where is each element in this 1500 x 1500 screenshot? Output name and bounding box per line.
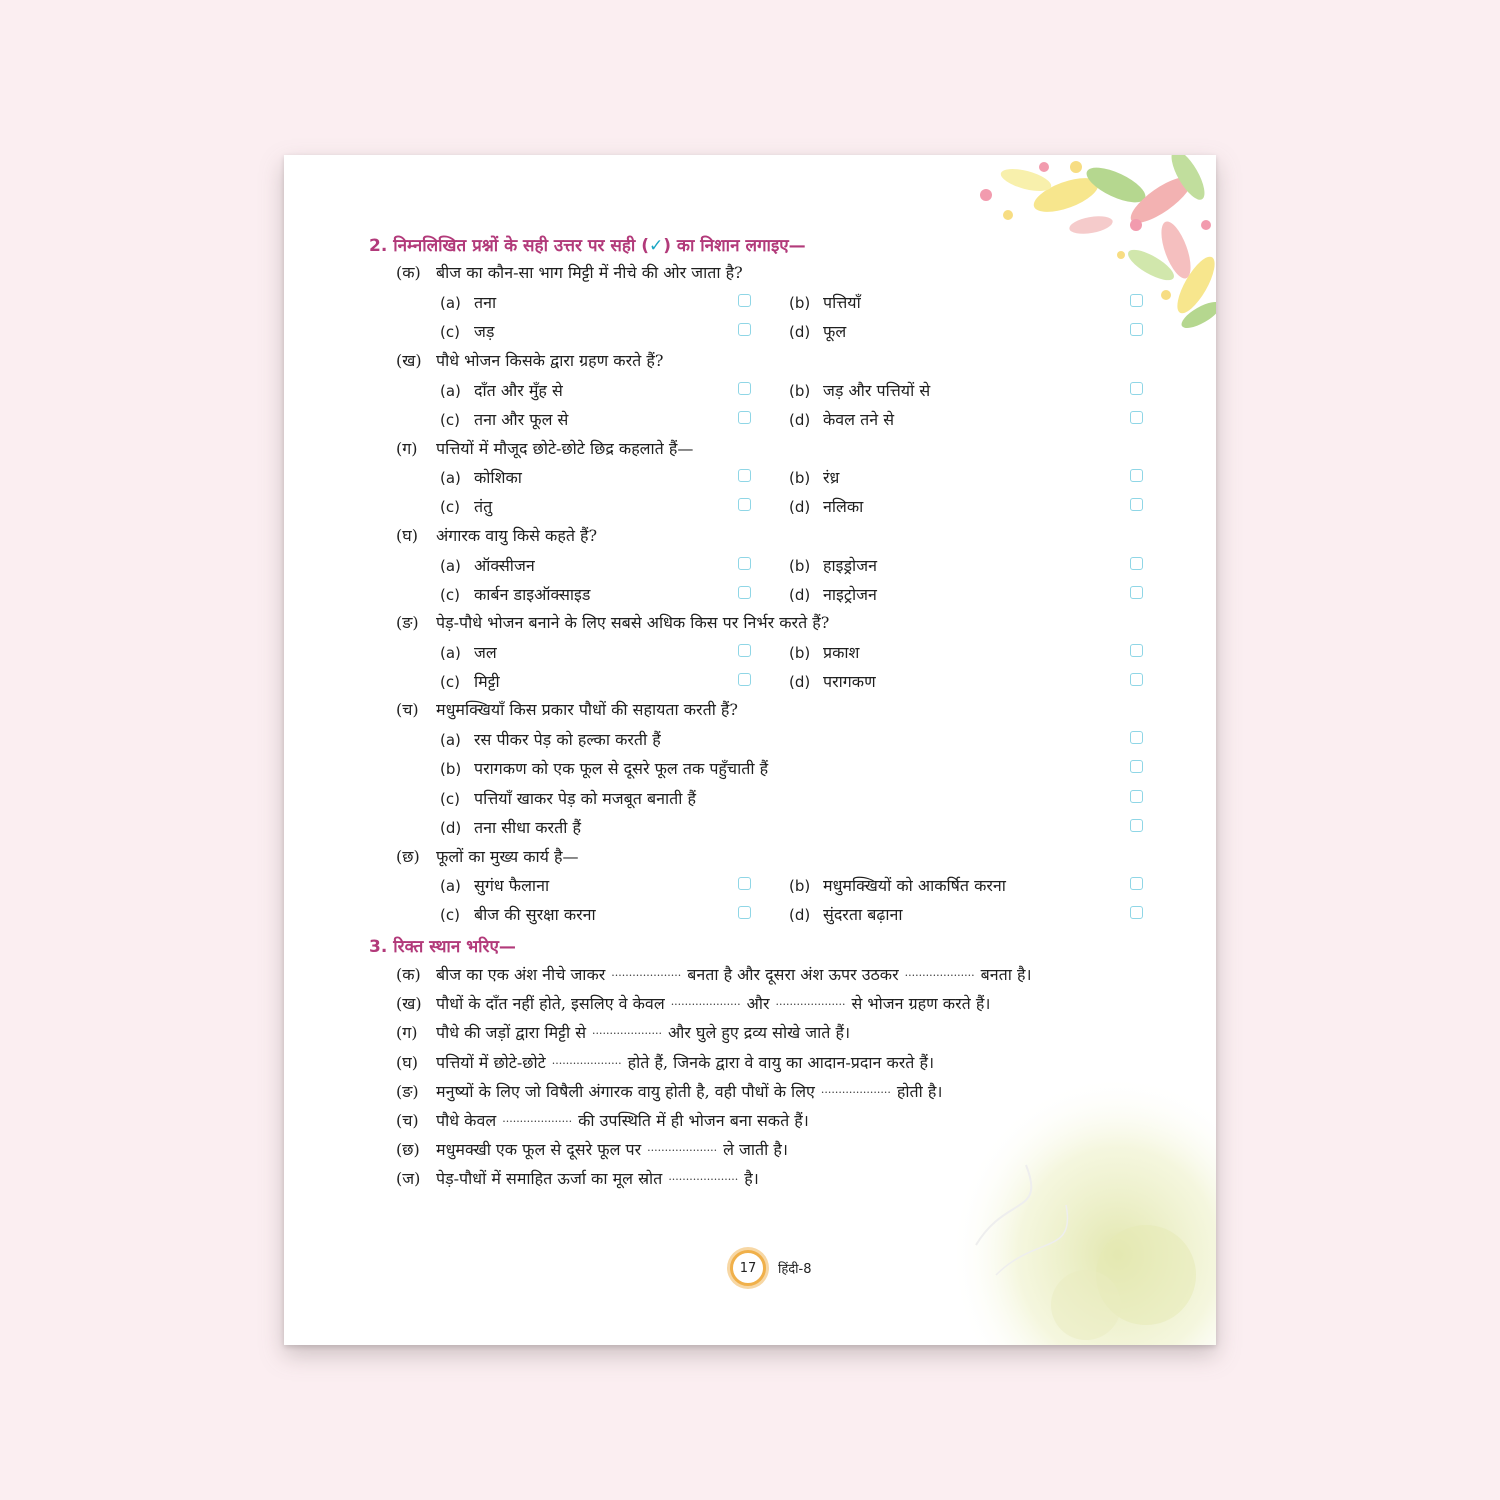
option (440, 320, 494, 342)
fill-blank-item (396, 1167, 759, 1189)
question-marker: (ख) (396, 351, 422, 370)
option-text: जड़ और पत्तियों से (823, 381, 931, 400)
item-text: बीज का एक अंश नीचे जाकर (436, 965, 606, 984)
answer-checkbox[interactable] (738, 498, 751, 511)
option-text: परागकण को एक फूल से दूसरे फूल तक पहुँचाती हैं (474, 759, 769, 778)
question-text: पौधे भोजन किसके द्वारा ग्रहण करते हैं? (436, 351, 664, 370)
option (440, 874, 549, 896)
option (440, 903, 596, 925)
answer-checkbox[interactable] (738, 294, 751, 307)
option-label: (a) (440, 382, 461, 400)
option-text: तना सीधा करती हैं (474, 818, 581, 837)
fill-blank-item (396, 992, 990, 1014)
option (789, 408, 894, 430)
option (789, 874, 1006, 896)
option-text: नाइट्रोजन (823, 585, 877, 604)
item-text: ले जाती है। (723, 1140, 788, 1159)
question-marker: (क) (396, 263, 421, 282)
page-number-badge (730, 1250, 766, 1286)
option-label: (d) (789, 906, 811, 924)
item-text: है। (744, 1169, 759, 1188)
option (440, 816, 581, 838)
option-text: बीज की सुरक्षा करना (474, 905, 596, 924)
answer-checkbox[interactable] (738, 411, 751, 424)
option-label: (d) (789, 498, 811, 516)
blank-space[interactable]: ···················· (670, 998, 741, 1011)
answer-checkbox[interactable] (738, 673, 751, 686)
fill-blank-item (396, 1109, 809, 1131)
item-marker: (घ) (396, 1053, 418, 1072)
question-text: पेड़-पौधे भोजन बनाने के लिए सबसे अधिक किस पर निर्भर करते हैं? (436, 613, 830, 632)
option (440, 291, 496, 313)
answer-checkbox[interactable] (738, 644, 751, 657)
option (789, 291, 861, 313)
option-label: (d) (789, 323, 811, 341)
option-label: (d) (789, 673, 811, 691)
option-label: (b) (789, 557, 811, 575)
option-text: जड़ (474, 322, 495, 341)
blank-space[interactable]: ···················· (502, 1115, 573, 1128)
option (440, 495, 492, 517)
item-marker: (ङ) (396, 1082, 419, 1101)
answer-checkbox[interactable] (1130, 382, 1143, 395)
option-label: (d) (789, 586, 811, 604)
option-label: (b) (789, 644, 811, 662)
option-text: हाइड्रोजन (823, 556, 877, 575)
option-text: मधुमक्खियों को आकर्षित करना (823, 876, 1006, 895)
option-label: (c) (440, 411, 460, 429)
mcq-question (396, 611, 829, 633)
blank-space[interactable]: ···················· (820, 1086, 891, 1099)
check-mark-icon: ✓ (648, 236, 664, 256)
option-label: (a) (440, 731, 461, 749)
option (440, 641, 497, 663)
item-text: बनता है और दूसरा अंश ऊपर उठकर (687, 965, 899, 984)
option-label: (b) (789, 469, 811, 487)
mcq-question (396, 845, 579, 867)
question-marker: (च) (396, 700, 419, 719)
option (440, 466, 522, 488)
section-2-title-before: निम्नलिखित प्रश्नों के सही उत्तर पर सही ( (393, 236, 649, 256)
option (789, 903, 903, 925)
option-text: मिट्टी (474, 672, 500, 691)
option (440, 554, 535, 576)
option-label: (c) (440, 906, 460, 924)
option-text: परागकण (823, 672, 876, 691)
answer-checkbox[interactable] (1130, 673, 1143, 686)
answer-checkbox[interactable] (1130, 760, 1143, 773)
item-marker: (क) (396, 965, 421, 984)
option-label: (b) (789, 294, 811, 312)
answer-checkbox[interactable] (738, 906, 751, 919)
page-number: 17 (739, 1260, 757, 1276)
answer-checkbox[interactable] (1130, 557, 1143, 570)
option (789, 379, 930, 401)
question-text: पत्तियों में मौजूद छोटे-छोटे छिद्र कहलाते हैं— (436, 439, 694, 458)
option-text: ऑक्सीजन (474, 556, 535, 575)
book-title: हिंदी-8 (778, 1262, 812, 1277)
mcq-question (396, 437, 693, 459)
question-text: फूलों का मुख्य कार्य है— (436, 847, 579, 866)
option-label: (c) (440, 498, 460, 516)
item-marker: (ग) (396, 1023, 418, 1042)
option-text: केवल तने से (823, 410, 895, 429)
fill-blank-item (396, 1021, 850, 1043)
answer-checkbox[interactable] (1130, 819, 1143, 832)
section-2-title-after: ) का निशान लगाइए— (663, 236, 806, 256)
option-label: (c) (440, 323, 460, 341)
item-text: होती है। (896, 1082, 943, 1101)
option (789, 670, 876, 692)
item-text: मनुष्यों के लिए जो विषैली अंगारक वायु होती है, वही पौधों के लिए (436, 1082, 815, 1101)
answer-checkbox[interactable] (738, 323, 751, 336)
floral-decoration (926, 155, 1216, 335)
option-text: पत्तियाँ (823, 293, 861, 312)
question-text: बीज का कौन-सा भाग मिट्टी में नीचे की ओर जाता है? (436, 263, 743, 282)
answer-checkbox[interactable] (738, 557, 751, 570)
question-text: अंगारक वायु किसे कहते हैं? (436, 526, 598, 545)
option-text: जल (474, 643, 497, 662)
item-marker: (च) (396, 1111, 419, 1130)
option-text: रस पीकर पेड़ को हल्का करती हैं (474, 730, 661, 749)
mcq-question (396, 349, 663, 371)
option-label: (a) (440, 644, 461, 662)
item-text: बनता है। (980, 965, 1032, 984)
item-text: होते हैं, जिनके द्वारा वे वायु का आदान-प्रदान करते हैं। (627, 1053, 935, 1072)
blank-space[interactable]: ···················· (611, 969, 682, 982)
option-label: (b) (440, 760, 462, 778)
option-label: (c) (440, 790, 460, 808)
option-label: (a) (440, 294, 461, 312)
item-text: और घुले हुए द्रव्य सोखे जाते हैं। (667, 1023, 851, 1042)
option-label: (a) (440, 877, 461, 895)
mcq-question (396, 698, 738, 720)
mcq-question (396, 261, 743, 283)
option-text: प्रकाश (823, 643, 860, 662)
section-3-number: 3. (369, 937, 388, 957)
item-text: पौधे की जड़ों द्वारा मिट्टी से (436, 1023, 587, 1042)
option-text: तना और फूल से (474, 410, 569, 429)
option-label: (a) (440, 469, 461, 487)
answer-checkbox[interactable] (738, 586, 751, 599)
option-label: (b) (789, 877, 811, 895)
option (440, 670, 500, 692)
worksheet-page (284, 155, 1216, 1345)
section-2-number: 2. (369, 236, 388, 256)
option (789, 466, 839, 488)
option-text: कार्बन डाइऑक्साइड (474, 585, 591, 604)
fill-blank-item (396, 1138, 788, 1160)
option-text: रंध्र (823, 468, 840, 487)
option (440, 787, 696, 809)
question-marker: (ग) (396, 439, 418, 458)
question-marker: (ङ) (396, 613, 419, 632)
option-text: पत्तियाँ खाकर पेड़ को मजबूत बनाती हैं (474, 789, 696, 808)
question-marker: (छ) (396, 847, 420, 866)
answer-checkbox[interactable] (1130, 498, 1143, 511)
item-text: मधुमक्खी एक फूल से दूसरे फूल पर (436, 1140, 642, 1159)
option (789, 320, 846, 342)
question-text: मधुमक्खियाँ किस प्रकार पौधों की सहायता करती हैं? (436, 700, 739, 719)
blank-space[interactable]: ···················· (551, 1057, 622, 1070)
answer-checkbox[interactable] (1130, 586, 1143, 599)
item-text: पौधों के दाँत नहीं होते, इसलिए वे केवल (436, 994, 665, 1013)
option (789, 641, 859, 663)
answer-checkbox[interactable] (1130, 469, 1143, 482)
option-text: तना (474, 293, 497, 312)
fill-blank-item (396, 1080, 942, 1102)
answer-checkbox[interactable] (1130, 644, 1143, 657)
option-text: सुगंध फैलाना (474, 876, 550, 895)
answer-checkbox[interactable] (1130, 411, 1143, 424)
section-2-heading (369, 233, 806, 256)
answer-checkbox[interactable] (1130, 731, 1143, 744)
option (440, 583, 590, 605)
answer-checkbox[interactable] (738, 382, 751, 395)
option-text: फूल (823, 322, 847, 341)
item-text: की उपस्थिति में ही भोजन बना सकते हैं। (578, 1111, 809, 1130)
option (440, 379, 563, 401)
item-marker: (ख) (396, 994, 422, 1013)
answer-checkbox[interactable] (738, 877, 751, 890)
answer-checkbox[interactable] (738, 469, 751, 482)
answer-checkbox[interactable] (1130, 790, 1143, 803)
option-text: दाँत और मुँह से (474, 381, 563, 400)
answer-checkbox[interactable] (1130, 323, 1143, 336)
fill-blank-item (396, 963, 1032, 985)
blank-space[interactable]: ···················· (775, 998, 846, 1011)
blank-space[interactable]: ···················· (904, 969, 975, 982)
item-text: पौधे केवल (436, 1111, 497, 1130)
section-3-heading (369, 934, 516, 957)
fill-blank-item (396, 1051, 934, 1073)
answer-checkbox[interactable] (1130, 906, 1143, 919)
answer-checkbox[interactable] (1130, 877, 1143, 890)
option-label: (c) (440, 586, 460, 604)
option-label: (c) (440, 673, 460, 691)
option (440, 728, 661, 750)
option-text: कोशिका (474, 468, 522, 487)
blank-space[interactable]: ···················· (592, 1027, 662, 1040)
option (789, 554, 877, 576)
item-marker: (छ) (396, 1140, 420, 1159)
blank-space[interactable]: ···················· (668, 1173, 739, 1186)
section-3-title: रिक्त स्थान भरिए— (393, 937, 516, 957)
item-text: और (746, 994, 770, 1013)
option-label: (d) (440, 819, 462, 837)
option-label: (d) (789, 411, 811, 429)
option (440, 757, 768, 779)
item-text: पत्तियों में छोटे-छोटे (436, 1053, 546, 1072)
blank-space[interactable]: ···················· (647, 1144, 718, 1157)
option-text: सुंदरता बढ़ाना (823, 905, 903, 924)
option (440, 408, 568, 430)
watercolor-wash (936, 1045, 1216, 1345)
option-text: नलिका (823, 497, 864, 516)
option-label: (b) (789, 382, 811, 400)
option (789, 583, 877, 605)
item-text: से भोजन ग्रहण करते हैं। (851, 994, 991, 1013)
item-marker: (ज) (396, 1169, 421, 1188)
question-marker: (घ) (396, 526, 418, 545)
answer-checkbox[interactable] (1130, 294, 1143, 307)
mcq-question (396, 524, 597, 546)
option (789, 495, 863, 517)
option-label: (a) (440, 557, 461, 575)
item-text: पेड़-पौधों में समाहित ऊर्जा का मूल स्रोत (436, 1169, 663, 1188)
option-text: तंतु (474, 497, 493, 516)
page-footer (730, 1253, 812, 1283)
